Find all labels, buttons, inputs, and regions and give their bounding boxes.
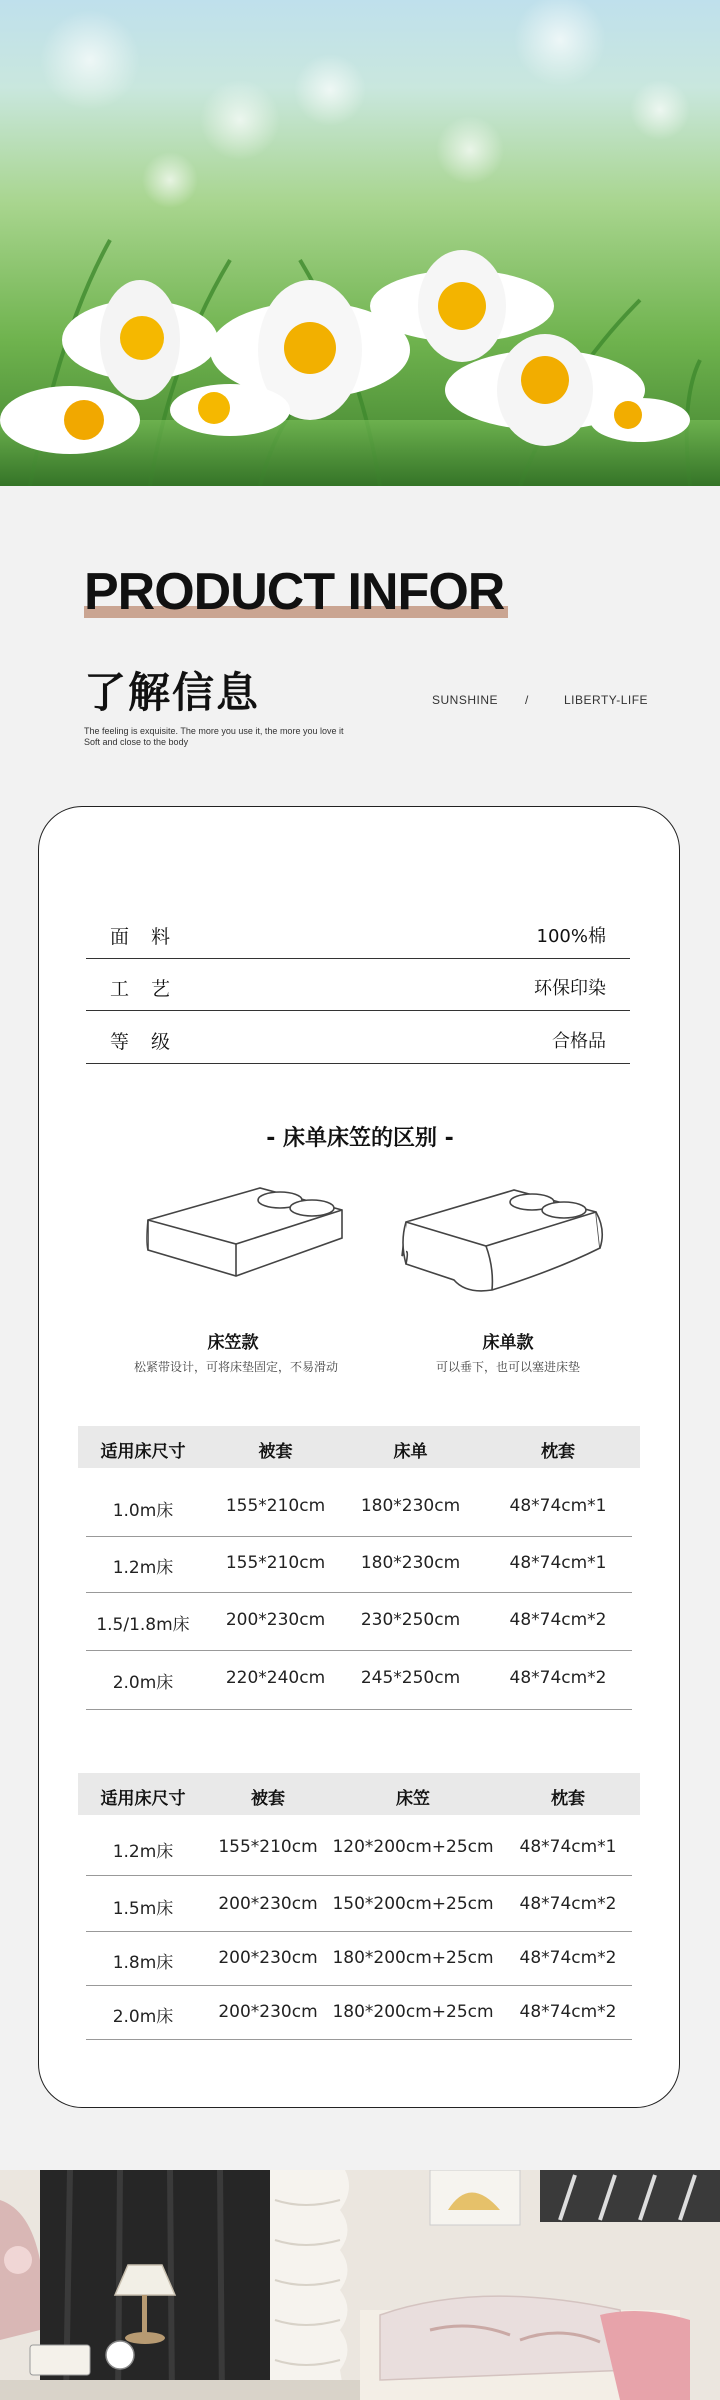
page-title-cn: 了解信息 <box>84 668 261 717</box>
tag-separator: / <box>525 693 529 707</box>
table-cell: 150*200cm+25cm <box>332 1894 494 1914</box>
daisy-5 <box>0 386 140 454</box>
table-cell: 200*230cm <box>218 1894 318 1914</box>
table-cell: 245*250cm <box>360 1668 461 1688</box>
table-cell: 200*230cm <box>218 1948 318 1968</box>
table-row-divider <box>86 1650 632 1651</box>
tag-sunshine: SUNSHINE <box>432 693 499 707</box>
bedroom-illustration <box>0 2170 720 2400</box>
fitted-sheet-name: 床笠款 <box>207 1333 259 1353</box>
table-header-cell: 被套 <box>258 1442 293 1462</box>
table-header-cell: 适用床尺寸 <box>100 1789 186 1809</box>
table-row-divider <box>86 1709 632 1710</box>
table-cell: 155*210cm <box>225 1553 326 1573</box>
table-row-divider <box>86 1931 632 1932</box>
table-row-divider <box>86 1592 632 1593</box>
table-row-divider <box>86 1536 632 1537</box>
table-cell: 2.0m床 <box>112 2007 174 2027</box>
spec-value: 合格品 <box>552 1031 606 1052</box>
table-header <box>78 1426 640 1468</box>
table-cell: 155*210cm <box>225 1496 326 1516</box>
subtitle-line-1: The feeling is exquisite. The more you use it, the more you love it <box>84 726 344 736</box>
daisy-7 <box>590 398 690 442</box>
fitted-sheet-bed-icon <box>140 1180 350 1310</box>
table-cell: 230*250cm <box>360 1610 461 1630</box>
table-cell: 200*230cm <box>225 1610 326 1630</box>
table-cell: 1.2m床 <box>112 1842 174 1862</box>
table-cell: 120*200cm+25cm <box>332 1837 494 1857</box>
table-row-divider <box>86 1875 632 1876</box>
flat-sheet-desc: 可以垂下，也可以塞进床垫 <box>435 1360 580 1374</box>
table-header-cell: 被套 <box>251 1789 285 1809</box>
table-header-cell: 枕套 <box>541 1442 575 1462</box>
table-row-divider <box>86 2039 632 2040</box>
fitted-sheet-desc: 松紧带设计，可将床垫固定，不易滑动 <box>133 1360 338 1374</box>
table-cell: 48*74cm*2 <box>519 1894 617 1914</box>
table-cell: 2.0m床 <box>112 1673 174 1693</box>
table-header-cell: 适用床尺寸 <box>100 1442 186 1462</box>
table-row-divider <box>86 1985 632 1986</box>
subtitle-line-2: Soft and close to the body <box>84 737 189 747</box>
table-header <box>78 1773 640 1815</box>
table-cell: 1.5m床 <box>112 1899 174 1919</box>
spec-value: 环保印染 <box>534 978 606 999</box>
table-cell: 48*74cm*1 <box>519 1837 617 1857</box>
tag-liberty-life: LIBERTY-LIFE <box>564 693 649 707</box>
table-cell: 1.5/1.8m床 <box>96 1615 190 1635</box>
table-cell: 48*74cm*1 <box>509 1496 607 1516</box>
spec-value: 100%棉 <box>536 926 606 947</box>
daisy-illustration <box>0 0 720 486</box>
spec-row-grade <box>86 1013 630 1064</box>
page-title-en: PRODUCT INFOR <box>84 563 505 621</box>
table-cell: 48*74cm*2 <box>509 1610 607 1630</box>
spec-label: 等级 <box>110 1031 193 1053</box>
table-cell: 1.0m床 <box>112 1501 174 1521</box>
daisy-1 <box>62 280 218 400</box>
table-cell: 180*200cm+25cm <box>332 2002 494 2022</box>
table-header-cell: 床笠 <box>396 1789 430 1809</box>
table-cell: 180*200cm+25cm <box>332 1948 494 1968</box>
spec-label: 面料 <box>110 926 193 948</box>
table-cell: 200*230cm <box>218 2002 318 2022</box>
table-cell: 48*74cm*2 <box>509 1668 607 1688</box>
table-cell: 155*210cm <box>218 1837 318 1857</box>
table-header-cell: 枕套 <box>551 1789 585 1809</box>
table-cell: 48*74cm*2 <box>519 1948 617 1968</box>
size-table-flat-sheet <box>78 1426 640 1711</box>
flat-sheet-bed-icon <box>396 1184 606 1314</box>
spec-row-fabric <box>86 908 630 959</box>
table-cell: 48*74cm*1 <box>509 1553 607 1573</box>
table-header-cell: 床单 <box>393 1442 428 1462</box>
table-cell: 180*230cm <box>360 1496 461 1516</box>
table-cell: 1.2m床 <box>112 1558 174 1578</box>
table-cell: 48*74cm*2 <box>519 2002 617 2022</box>
bedroom-photo <box>0 2170 720 2400</box>
difference-title: - 床单床笠的区别 - <box>266 1126 454 1151</box>
table-cell: 1.8m床 <box>112 1953 174 1973</box>
table-cell: 220*240cm <box>225 1668 326 1688</box>
table-cell: 180*230cm <box>360 1553 461 1573</box>
flat-sheet-name: 床单款 <box>482 1333 534 1353</box>
size-table-fitted-sheet <box>78 1773 640 2041</box>
spec-row-craft <box>86 960 630 1011</box>
daisy-6 <box>170 384 290 436</box>
spec-label: 工艺 <box>110 978 193 1000</box>
hero-daisy-photo <box>0 0 720 486</box>
